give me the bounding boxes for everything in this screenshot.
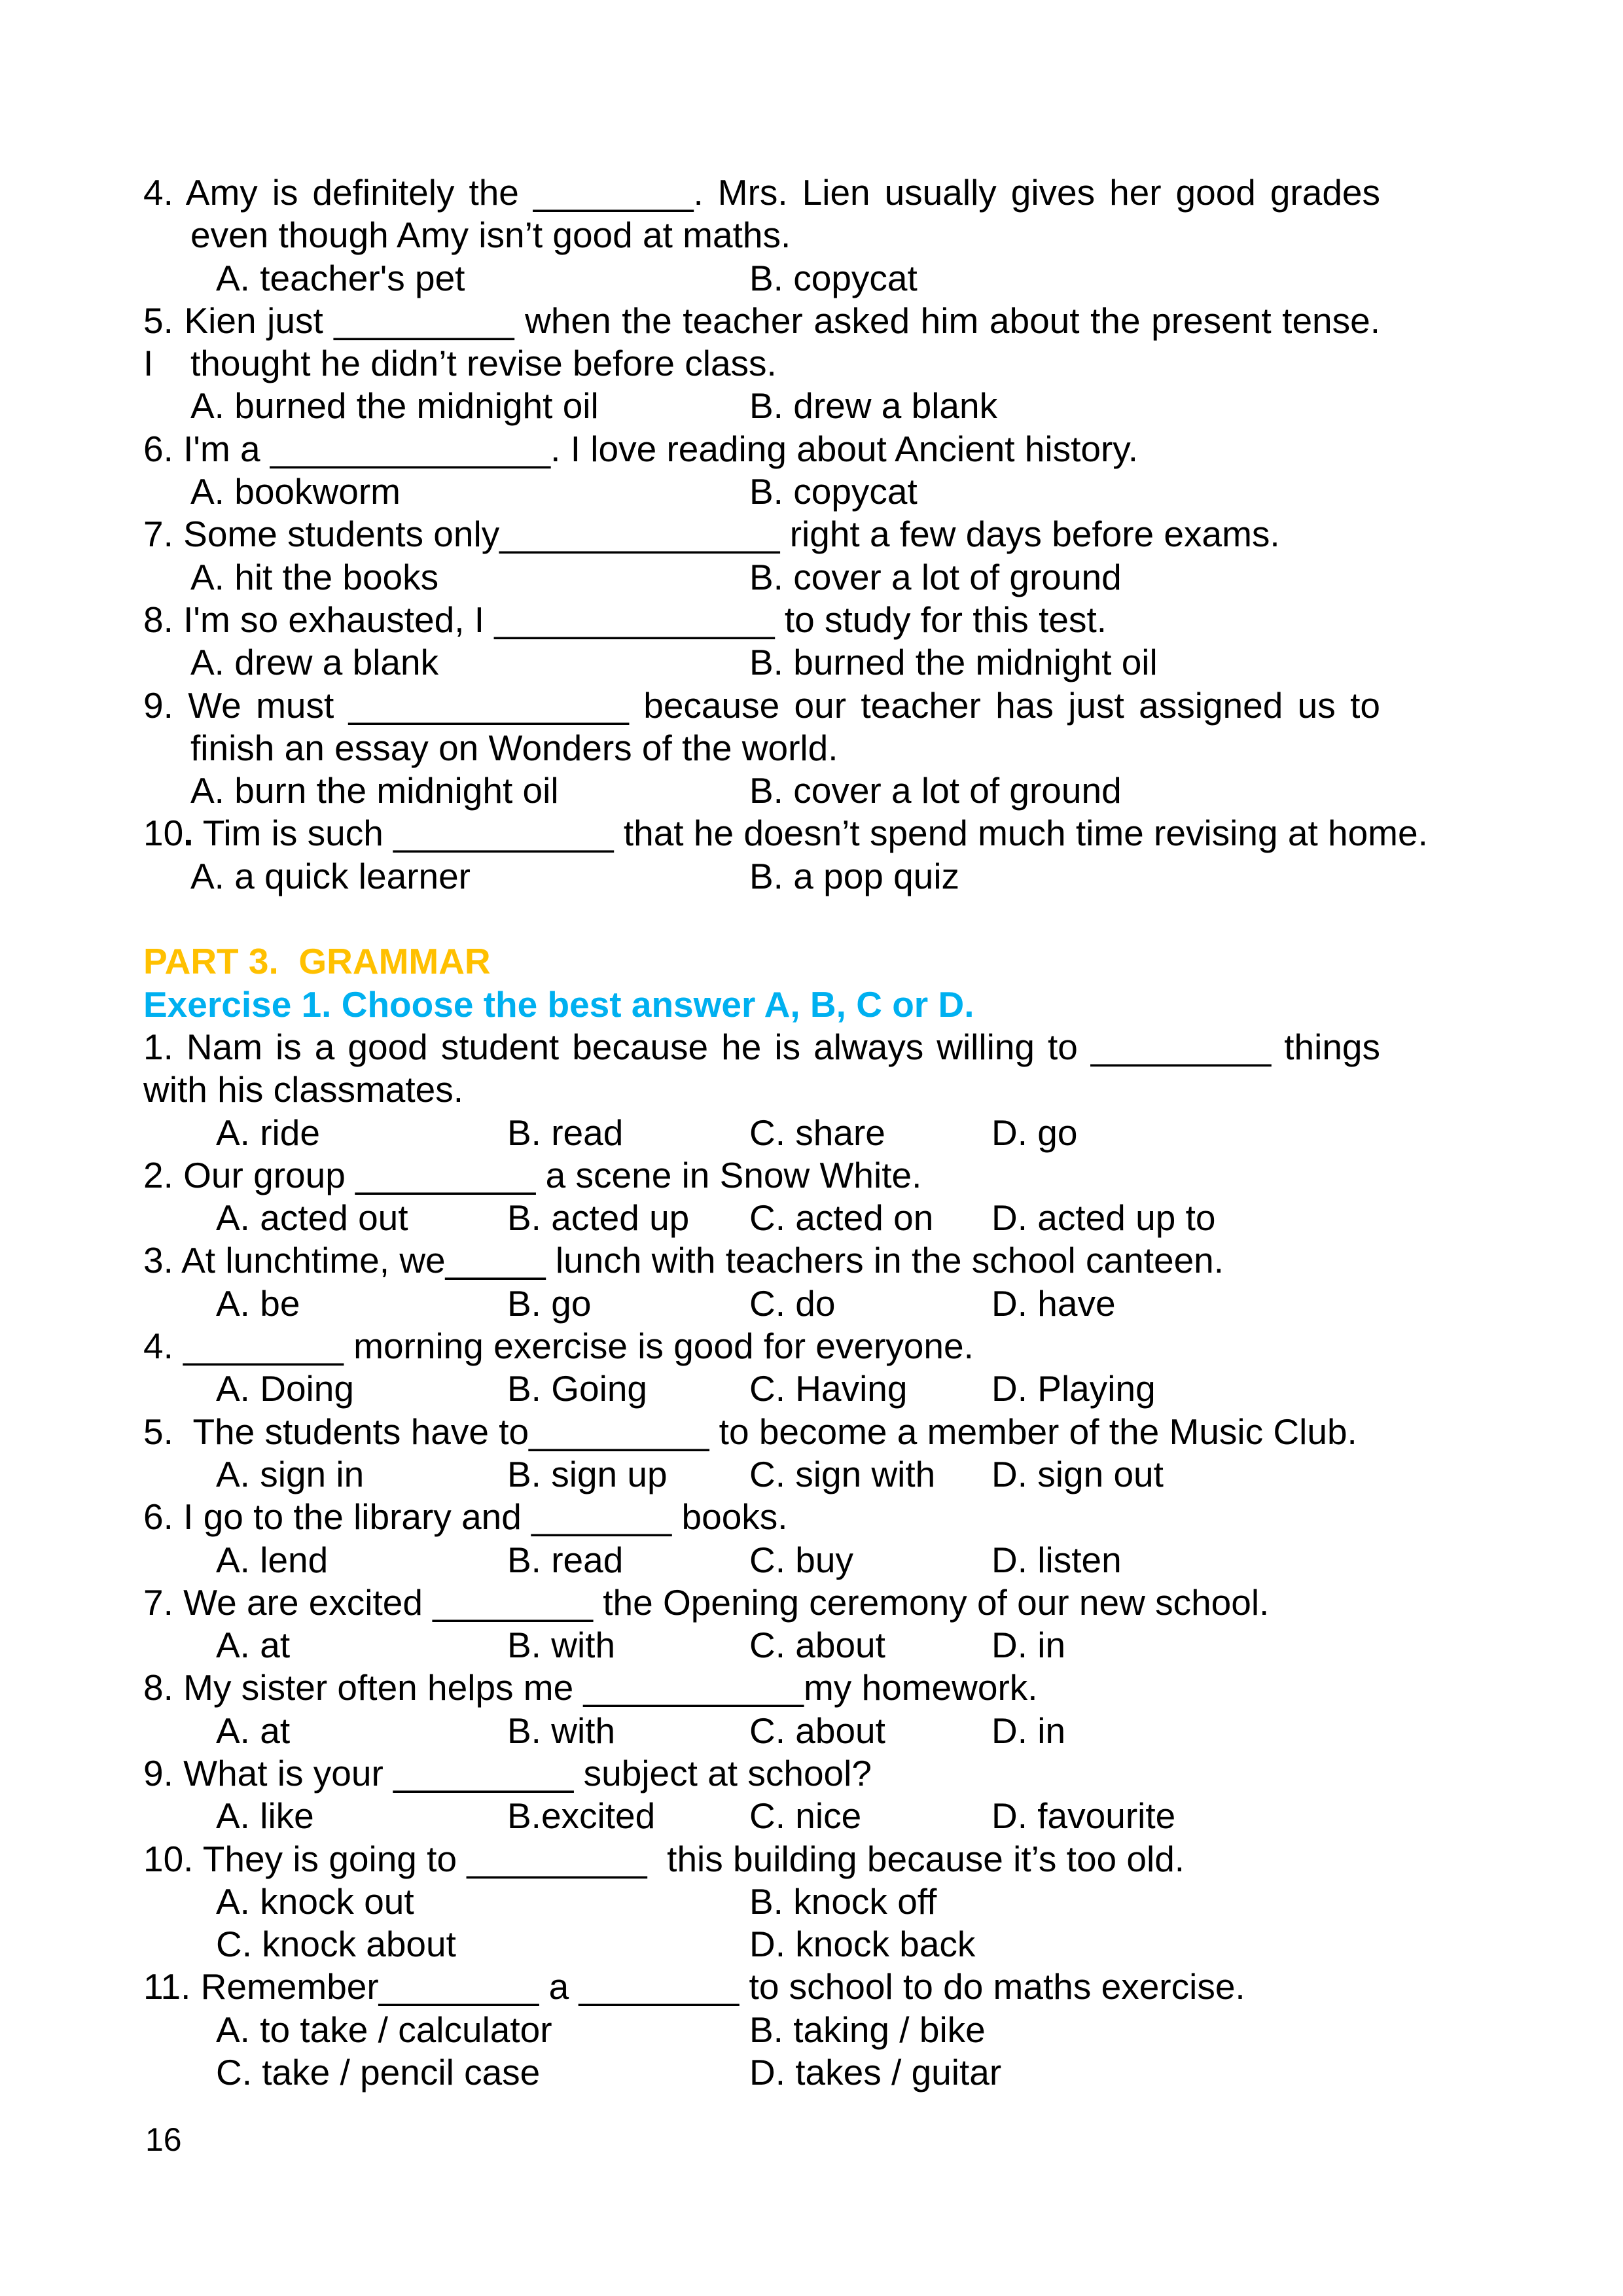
options-row — [143, 855, 1380, 898]
options-row — [143, 1710, 1380, 1752]
option-c[interactable]: C. knock about — [216, 1924, 456, 1965]
page-number: 16 — [145, 2121, 182, 2158]
option-b[interactable]: B. with — [507, 1625, 616, 1666]
grammar-question-7 — [143, 1581, 1380, 1667]
question-number: 8. — [143, 1667, 173, 1708]
question-line-continued: thought he didn’t revise before class. — [190, 343, 777, 384]
section-spacer — [143, 898, 1380, 940]
option-b[interactable]: B. drew a blank — [749, 385, 998, 427]
question-line — [143, 1239, 1380, 1282]
question-number-digits: 10 — [143, 813, 184, 854]
question-number: 1. — [143, 1026, 173, 1067]
option-d[interactable]: D. have — [991, 1282, 1116, 1324]
option-d[interactable]: D. sign out — [991, 1453, 1164, 1494]
grammar-question-6 — [143, 1496, 1380, 1581]
question-text: The students have to_________ to become a member of the Music Club. — [183, 1411, 1357, 1452]
options-row — [143, 769, 1380, 812]
option-b[interactable]: B. go — [507, 1282, 592, 1324]
option-d[interactable]: D. in — [991, 1710, 1066, 1751]
grammar-question-3 — [143, 1239, 1380, 1325]
vocab-question-5 — [143, 300, 1380, 428]
grammar-question-1 — [143, 1026, 1380, 1154]
question-number: 6. — [143, 1496, 173, 1538]
option-a[interactable]: A. teacher's pet — [216, 257, 465, 298]
options-row — [143, 556, 1380, 599]
option-b[interactable]: B. burned the midnight oil — [749, 642, 1158, 683]
question-line — [143, 1026, 1380, 1069]
option-a[interactable]: A. at — [216, 1625, 291, 1666]
options-row — [143, 1282, 1380, 1325]
grammar-question-10 — [143, 1838, 1380, 1966]
option-a[interactable]: A. lend — [216, 1539, 329, 1580]
question-text: Our group _________ a scene in Snow White. — [183, 1154, 922, 1195]
option-d[interactable]: D. Playing — [991, 1368, 1156, 1409]
question-text: I'm so exhausted, I ______________ to study for this test. — [183, 599, 1107, 640]
options-row — [143, 1112, 1380, 1154]
option-a[interactable]: A. ride — [216, 1112, 320, 1153]
vocab-question-9 — [143, 684, 1380, 813]
options-row — [143, 1453, 1380, 1496]
vocab-question-10 — [143, 812, 1428, 898]
option-b[interactable]: B. read — [507, 1539, 624, 1580]
option-c[interactable]: C. buy — [749, 1539, 853, 1580]
question-text: I go to the library and _______ books. — [183, 1496, 788, 1538]
option-d[interactable]: D. in — [991, 1625, 1066, 1666]
question-number: 5. — [143, 1411, 173, 1452]
option-d[interactable]: D. listen — [991, 1539, 1122, 1580]
question-number: 4. — [143, 1326, 173, 1367]
option-a[interactable]: A. bookworm — [190, 471, 401, 512]
question-line — [143, 1838, 1380, 1881]
question-number: 3. — [143, 1240, 173, 1281]
question-line — [143, 428, 1380, 470]
option-a[interactable]: A. acted out — [216, 1197, 408, 1239]
option-c[interactable]: C. sign with — [749, 1453, 936, 1494]
question-line-continued: even though Amy isn’t good at maths. — [190, 215, 791, 256]
option-a[interactable]: A. hit the books — [190, 556, 439, 597]
options-row — [143, 257, 1380, 300]
vocab-question-6 — [143, 428, 1380, 514]
grammar-question-11 — [143, 1966, 1380, 2094]
question-text: ________ morning exercise is good for everyone. — [183, 1326, 974, 1367]
option-d[interactable]: D. knock back — [749, 1924, 976, 1965]
option-c[interactable]: C. nice — [749, 1795, 862, 1837]
option-c[interactable]: C. do — [749, 1282, 836, 1324]
grammar-question-5 — [143, 1411, 1380, 1496]
question-text: Nam is a good student because he is always willing to _________ things — [186, 1026, 1381, 1067]
exercise-heading: Exercise 1. Choose the best answer A, B, C or D. — [143, 983, 974, 1025]
question-text: At lunchtime, we_____ lunch with teachers in the school canteen. — [181, 1240, 1224, 1281]
question-text: Remember________ a ________ to school to do maths exercise. — [200, 1966, 1245, 2007]
grammar-question-4 — [143, 1325, 1380, 1411]
option-a[interactable]: A. burned the midnight oil — [190, 385, 599, 427]
option-b[interactable]: B. copycat — [749, 257, 918, 298]
question-number: 8. — [143, 599, 173, 640]
question-number: 9. — [143, 684, 173, 726]
question-line — [143, 1581, 1380, 1624]
option-b[interactable]: B. cover a lot of ground — [749, 556, 1122, 597]
question-number: 9. — [143, 1752, 173, 1793]
question-line — [143, 513, 1380, 556]
option-b[interactable]: B. Going — [507, 1368, 648, 1409]
options-row — [143, 1539, 1380, 1581]
option-c[interactable]: C. about — [749, 1710, 885, 1751]
question-line — [143, 1411, 1380, 1453]
option-b[interactable]: B. acted up — [507, 1197, 690, 1239]
option-a[interactable]: A. at — [216, 1710, 291, 1751]
question-number: 10. — [143, 1838, 194, 1879]
question-text: They is going to _________ this building because it’s too old. — [202, 1838, 1185, 1879]
question-number: 4. — [143, 172, 173, 213]
option-b[interactable]: B. copycat — [749, 471, 918, 512]
question-number — [143, 813, 193, 853]
option-a[interactable]: A. to take / calculator — [216, 2009, 552, 2050]
option-a[interactable]: A. a quick learner — [190, 855, 471, 896]
question-number: 7. — [143, 1581, 173, 1623]
question-number-dot: . — [183, 813, 194, 854]
question-line — [143, 812, 1428, 855]
options-row — [143, 2009, 1380, 2051]
vocab-question-4 — [143, 171, 1380, 300]
options-row — [143, 1923, 1380, 1966]
option-c[interactable]: C. share — [749, 1112, 885, 1153]
option-a[interactable]: A. drew a blank — [190, 642, 439, 683]
question-text: Some students only______________ right a few days before exams. — [183, 514, 1280, 555]
question-number: 6. — [143, 428, 173, 469]
options-row — [143, 1795, 1380, 1837]
option-b[interactable]: B. taking / bike — [749, 2009, 986, 2050]
option-b[interactable]: B. knock off — [749, 1881, 937, 1922]
option-a[interactable]: A. Doing — [216, 1368, 354, 1409]
question-text: Kien just _________ when the teacher asked him about the present tense. I — [143, 300, 1381, 384]
option-b[interactable]: B. sign up — [507, 1453, 668, 1494]
option-a[interactable]: A. knock out — [216, 1881, 414, 1922]
question-number: 5. — [143, 300, 173, 341]
options-row — [143, 1197, 1380, 1239]
vocab-question-8 — [143, 599, 1380, 684]
options-row — [143, 385, 1380, 427]
options-row — [143, 2051, 1380, 2094]
question-number: 2. — [143, 1154, 173, 1195]
option-d[interactable]: D. takes / guitar — [749, 2052, 1002, 2093]
options-row — [143, 1368, 1380, 1410]
question-line-continued: with his classmates. — [143, 1069, 464, 1110]
question-line — [143, 1325, 1380, 1368]
option-b[interactable]: B.excited — [507, 1795, 656, 1837]
option-a[interactable]: A. sign in — [216, 1453, 365, 1494]
question-text: Amy is definitely the ________. Mrs. Lien usually gives her good grades — [185, 172, 1380, 213]
option-a[interactable]: A. like — [216, 1795, 314, 1837]
option-b[interactable]: B. cover a lot of ground — [749, 770, 1122, 811]
part-heading: PART 3. GRAMMAR — [143, 941, 491, 982]
grammar-question-9 — [143, 1752, 1380, 1838]
question-line — [143, 1752, 1380, 1795]
grammar-question-2 — [143, 1154, 1380, 1240]
option-a[interactable]: A. be — [216, 1282, 300, 1324]
question-line — [143, 1496, 1380, 1538]
options-row — [143, 1624, 1380, 1667]
question-line-continued: finish an essay on Wonders of the world. — [190, 727, 838, 768]
option-c[interactable]: C. take / pencil case — [216, 2052, 541, 2093]
option-b[interactable]: B. a pop quiz — [749, 855, 960, 896]
options-row — [143, 1881, 1380, 1923]
question-number: 7. — [143, 514, 173, 555]
question-line — [143, 1966, 1380, 2008]
option-d[interactable]: D. favourite — [991, 1795, 1176, 1837]
options-row — [143, 641, 1380, 684]
option-a[interactable]: A. burn the midnight oil — [190, 770, 559, 811]
grammar-question-8 — [143, 1667, 1380, 1752]
option-b[interactable]: B. read — [507, 1112, 624, 1153]
question-text: I'm a ______________. I love reading about Ancient history. — [183, 428, 1138, 469]
question-text: We are excited ________ the Opening ceremony of our new school. — [183, 1581, 1270, 1623]
vocab-question-7 — [143, 513, 1380, 599]
option-d[interactable]: D. go — [991, 1112, 1078, 1153]
worksheet-page — [143, 171, 1428, 2094]
option-c[interactable]: C. Having — [749, 1368, 908, 1409]
question-line — [143, 1154, 1380, 1197]
question-text: My sister often helps me ___________my homework. — [183, 1667, 1038, 1708]
question-line — [143, 1667, 1380, 1709]
question-number: 11. — [143, 1966, 191, 2007]
question-line — [143, 171, 1380, 214]
option-c[interactable]: C. acted on — [749, 1197, 934, 1239]
question-text: What is your _________ subject at school? — [183, 1752, 872, 1793]
question-text: We must ______________ because our teacher has just assigned us to — [188, 684, 1380, 726]
options-row — [143, 470, 1380, 513]
option-c[interactable]: C. about — [749, 1625, 885, 1666]
option-b[interactable]: B. with — [507, 1710, 616, 1751]
question-line — [143, 599, 1380, 641]
question-line — [143, 684, 1380, 727]
question-text: Tim is such ___________ that he doesn’t spend much time revising at home. — [202, 813, 1428, 854]
option-d[interactable]: D. acted up to — [991, 1197, 1216, 1239]
